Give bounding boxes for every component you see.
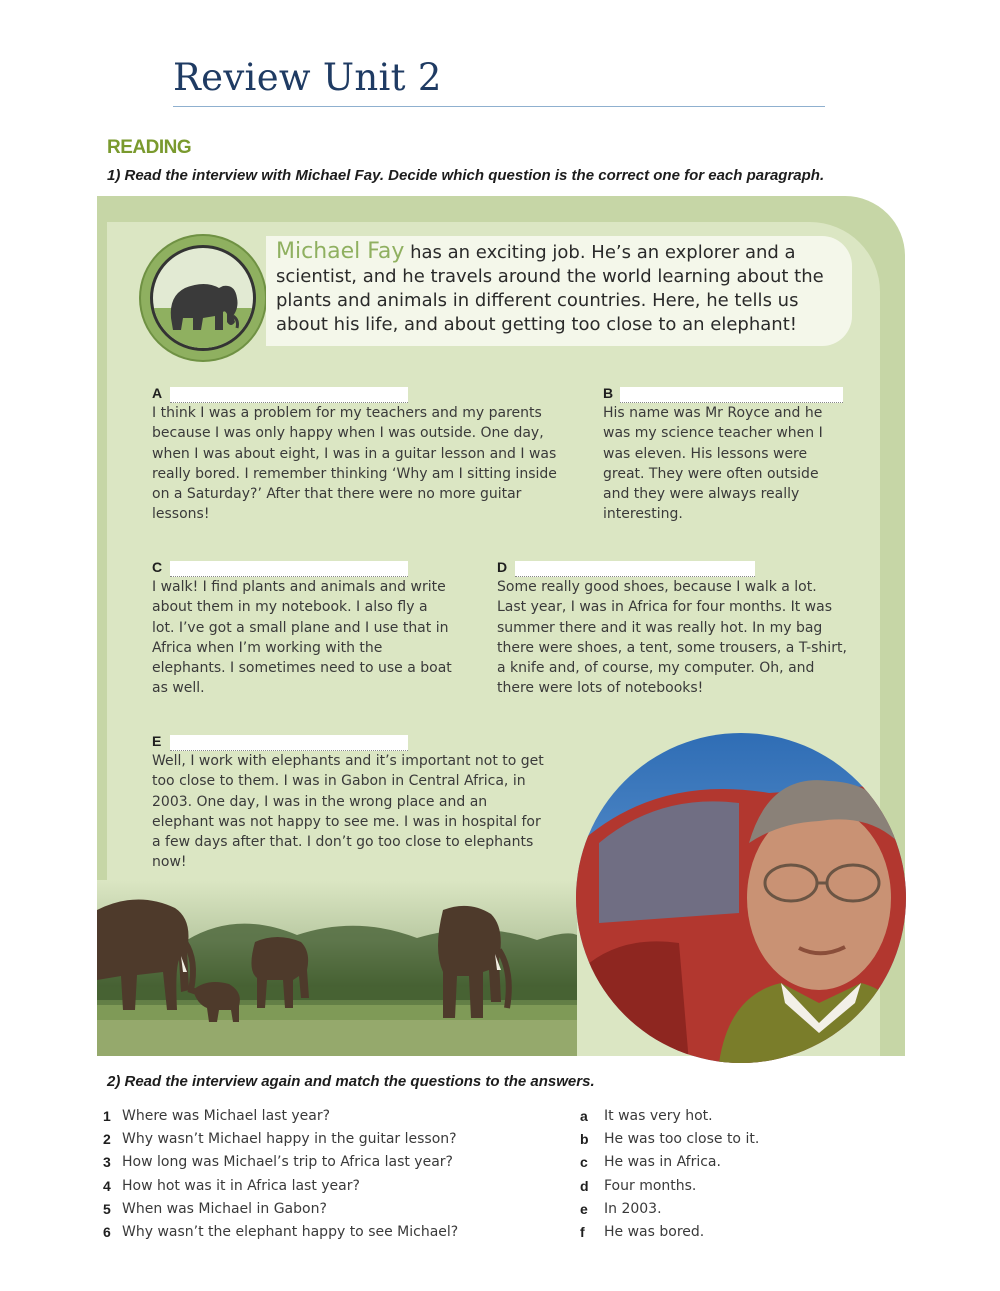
paragraph-text: I walk! I find plants and animals and write about them in my notebook. I also fly a lot. I’ve got a small plane and I use that in Africa when I’m working with the elephants. I sometimes need to use a boat as well. — [152, 579, 452, 697]
paragraph-text: His name was Mr Royce and he was my science teacher when I was eleven. His lessons were great. They were often outside and they were always really interesting. — [603, 405, 823, 523]
answer-letter: e — [580, 1200, 588, 1217]
question-text: Why wasn’t the elephant happy to see Michael? — [122, 1224, 459, 1241]
answer-blank-c[interactable] — [170, 561, 408, 577]
elephant-silhouette-icon — [150, 245, 256, 351]
answer-item — [580, 1220, 900, 1243]
question-number: 5 — [103, 1200, 111, 1217]
question-item — [103, 1104, 563, 1127]
michael-fay-portrait — [569, 733, 914, 1063]
questions-list — [103, 1104, 563, 1244]
paragraph-text: I think I was a problem for my teachers and my parents because I was only happy when I was outside. One day, when I was about eight, I was in a guitar lesson and I was really bored. I remember thinking ‘Why am I sitting inside on a Saturday?’ After that there were no more guitar lessons! — [152, 405, 557, 523]
question-text: When was Michael in Gabon? — [122, 1200, 327, 1217]
answer-text: It was very hot. — [604, 1107, 713, 1124]
answer-blank-b[interactable] — [620, 387, 843, 403]
question-text: Where was Michael last year? — [122, 1107, 331, 1124]
paragraph-letter: D — [497, 558, 508, 575]
answer-text: In 2003. — [604, 1200, 662, 1217]
paragraph-letter: A — [152, 384, 163, 401]
answer-letter: f — [580, 1224, 585, 1241]
paragraph-a — [152, 383, 564, 525]
question-item — [103, 1127, 563, 1150]
instruction-1: 1) Read the interview with Michael Fay. Decide which question is the correct one for each paragraph. — [107, 167, 825, 184]
question-item — [103, 1220, 563, 1243]
page-title: Review Unit 2 — [173, 56, 442, 99]
question-number: 6 — [103, 1224, 111, 1241]
answer-blank-e[interactable] — [170, 735, 408, 751]
section-heading: READING — [107, 137, 192, 158]
answer-text: He was in Africa. — [604, 1154, 721, 1171]
answer-item — [580, 1197, 900, 1220]
intro-body: has an exciting job. He’s an explorer and a scientist, and he travels around the world learning about the plants and animals in different countries. Here, he tells us about his life, and about getting too close to an elephant! — [276, 242, 824, 335]
question-number: 1 — [103, 1107, 111, 1124]
intro-text — [276, 240, 846, 337]
question-item — [103, 1174, 563, 1197]
question-item — [103, 1197, 563, 1220]
answer-letter: b — [580, 1130, 589, 1147]
question-item — [103, 1151, 563, 1174]
answer-letter: c — [580, 1154, 588, 1171]
question-number: 4 — [103, 1177, 111, 1194]
question-text: Why wasn’t Michael happy in the guitar lesson? — [122, 1130, 457, 1147]
question-text: How long was Michael’s trip to Africa last year? — [122, 1154, 453, 1171]
paragraph-b — [603, 383, 843, 525]
answer-letter: d — [580, 1177, 589, 1194]
answers-list — [580, 1104, 900, 1244]
paragraph-letter: B — [603, 384, 614, 401]
answer-item — [580, 1127, 900, 1150]
answer-item — [580, 1104, 900, 1127]
answer-blank-a[interactable] — [170, 387, 408, 403]
elephant-badge — [141, 236, 265, 360]
paragraph-letter: E — [152, 732, 162, 749]
question-text: How hot was it in Africa last year? — [122, 1177, 360, 1194]
answer-item — [580, 1151, 900, 1174]
paragraph-text: Well, I work with elephants and it’s important not to get too close to them. I was in Gabon in Central Africa, in 2003. One day, I was in the wrong place and an elephant was not happy to see me. I was in hospital for a few days after that. I don’t go too close to elephants now! — [152, 753, 544, 871]
instruction-2: 2) Read the interview again and match the questions to the answers. — [107, 1073, 595, 1090]
answer-text: Four months. — [604, 1177, 697, 1194]
answer-text: He was bored. — [604, 1224, 705, 1241]
elephant-herd-photo — [97, 880, 577, 1056]
answer-text: He was too close to it. — [604, 1130, 760, 1147]
paragraph-text: Some really good shoes, because I walk a lot. Last year, I was in Africa for four months. It was summer there and it was really hot. In my bag there were shoes, a tent, some trousers, a T-shirt, a knife and, of course, my computer. Oh, and there were lots of notebooks! — [497, 579, 847, 697]
question-number: 3 — [103, 1154, 111, 1171]
title-divider — [173, 106, 825, 107]
intro-name: Michael Fay — [276, 239, 405, 264]
answer-item — [580, 1174, 900, 1197]
paragraph-c — [152, 557, 452, 699]
question-number: 2 — [103, 1130, 111, 1147]
paragraph-e — [152, 731, 544, 873]
answer-blank-d[interactable] — [515, 561, 755, 577]
paragraph-letter: C — [152, 558, 163, 575]
answer-letter: a — [580, 1107, 588, 1124]
paragraph-d — [497, 557, 847, 699]
